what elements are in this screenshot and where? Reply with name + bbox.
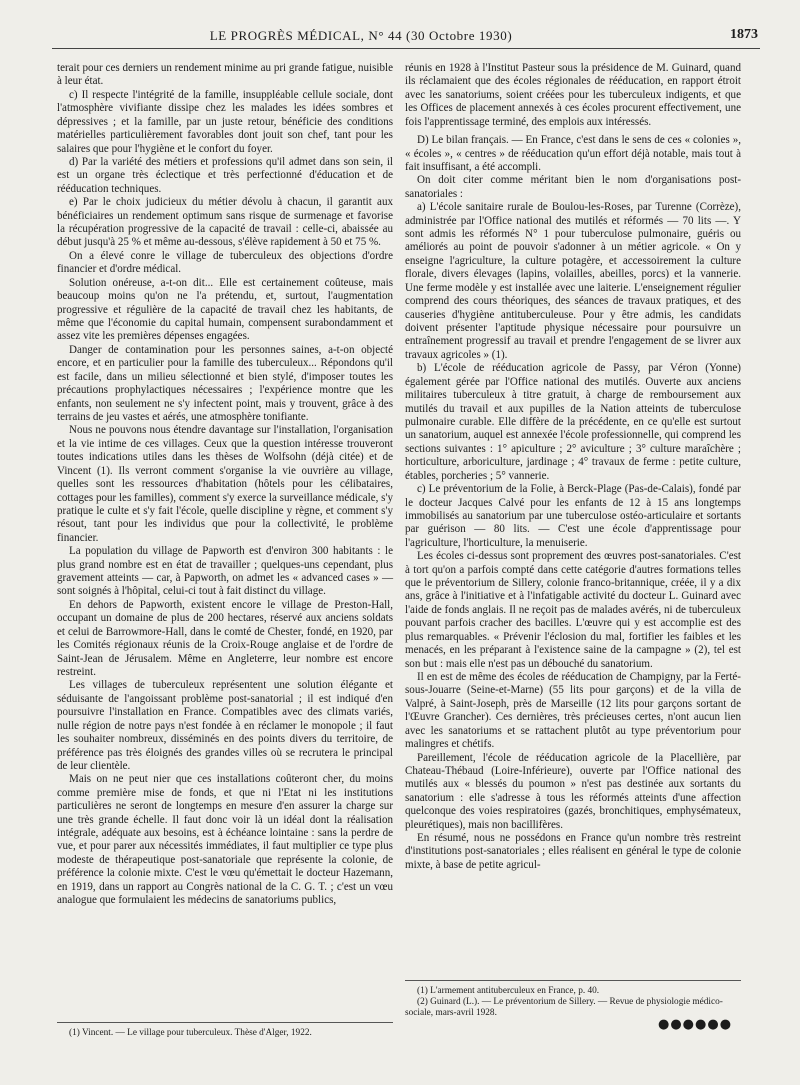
paragraph: Mais on ne peut nier que ces installations coûteront cher, du moins comme première mise de fonds, et que ni l'Etat ni les institutions particulières ne seront de longtemps en mesure d'en assurer la charge sur une très grande échelle. Il faut donc voir là un idéal dont la réalisation intégrale, adéquate aux besoins, est à échéance lointaine : sans la perdre de vue, et pour parer aux nécessités immédiates, il faut multiplier ce type plus modeste de thérapeutique post-sanatoriale que représente la colonie, de préférence la colonie mixte. C'est le vœu qu'émettait le docteur Hazemann, en 1919, dans un rapport au Congrès national de la C. G. T. ; c'est un vœu analogue que formulaient les médecins de sanatoriums publics, xyxy=(57,773,393,907)
paragraph: Pareillement, l'école de rééducation agricole de la Placellière, par Chateau-Thébaud (Loire-Inférieure), ouverte par l'Office national des mutilés aux « blessés du poumon » n'est pas destinée aux sortants du sanatorium : elle s'adresse à tous les réformés atteints d'une affection quelconque des voies respiratoires (gazés, bronchitiques, emphysémateux, pleurétiques), mais non bacillifères. xyxy=(405,751,741,831)
footnote: (2) Guinard (L.). — Le préventorium de Sillery. — Revue de physiologie médico-sociale, mars-avril 1928. xyxy=(405,997,723,1018)
paragraph: En dehors de Papworth, existent encore le village de Preston-Hall, occupant un domaine de plus de 200 hectares, réservé aux anciens soldats et celui de Barrowmore-Hall, dans le comté de Chester, fondé, en 1920, par les Comités régionaux réunis de la Croix-Rouge anglaise et de l'ordre de Saint-Jean de Jérusalem. Même en Angleterre, leur nombre est encore restreint. xyxy=(57,598,393,678)
footnotes-left xyxy=(57,1022,393,1039)
paragraph: e) Par le choix judicieux du métier dévolu à chacun, il garantit aux bénéficiaires un rendement optimum sans risque de surmenage et favorise la récupération progressive de la capacité de travail : celle-ci, abaissée au début jusqu'à 25 % et même au-dessous, s'élève rapidement à 50 et 75 %. xyxy=(57,196,393,249)
paragraph: On a élevé conre le village de tuberculeux des objections d'ordre financier et d'ordre médical. xyxy=(57,249,393,276)
section-paragraph: D) Le bilan français. — En France, c'est dans le sens de ces « colonies », « écoles », « centres » de rééducation qu'un effort déjà notable, mais tout à fait insuffisant, a été accompli. xyxy=(405,134,741,173)
paragraph: c) Le préventorium de la Folie, à Berck-Plage (Pas-de-Calais), fondé par le docteur Jacques Calvé pour les enfants de 12 à 15 ans longtemps immobilisés au sanatorium par une tuberculose ostéo-articulaire et sortants par guérison — 80 lits. — C'est une école d'apprentissage pour l'agriculture, l'horticulture, la menuiserie. xyxy=(405,483,741,549)
paragraph: c) Il respecte l'intégrité de la famille, insuppléable cellule sociale, dont l'atmosphère vivifiante dissipe chez les malades les idées sombres et dépressives ; et la famille, par un juste retour, bénéficie des conditions matérielles particulièrement favorables dont jouit son chef, tant pour les salaires que pour l'hygiène et le confort du foyer. xyxy=(57,88,393,155)
paragraph: Il en est de même des écoles de rééducation de Champigny, par la Ferté-sous-Jouarre (Seine-et-Marne) (55 lits pour garçons) et de la villa de Valpré, à Saint-Joseph, près de Marseille (12 lits pour garçons sortant de l'Œuvre Grancher). Ces dernières, très précieuses certes, n'ont aucun lien avec les sanatoriums et se rattachent plutôt au type préventorium pour malingres et chétifs. xyxy=(405,670,741,751)
paragraph: Nous ne pouvons nous étendre davantage sur l'installation, l'organisation et la vie intime de ces villages. Ceux que la question intéresse trouveront toutes indications utiles dans les thèses de Wolfsohn (déjà citée) et de Vincent (1). Ils verront comment s'organise la vie ouvrière au village, quelles sont les ressources d'habitation (hôtels pour les célibataires, cottages pour les familles), comment s'y exerce la surveillance médicale, s'y pratique le culte et s'y fait l'école, quelle discipline y règne, et comment s'y résout, tant pour les individus que pour la collectivité, le problème financier. xyxy=(57,424,393,544)
paragraph: Les villages de tuberculeux représentent une solution élégante et séduisante de l'angoissant problème post-sanatorial ; il est indiqué d'en poursuivre l'installation en France. Compatibles avec des climats variés, nulle région de notre pays n'est fondée à en réclamer le monopole ; il faut les souhaiter nombreux, disséminés en des points divers du territoire, de préférence pas très éloignés des grandes villes où se recrutera le principal de leur clientèle. xyxy=(57,679,393,772)
paragraph: On doit citer comme méritant bien le nom d'organisations post-sanatoriales : xyxy=(405,174,741,200)
page-header xyxy=(52,26,760,49)
paragraph: Danger de contamination pour les personnes saines, a-t-on objecté encore, et en particulier pour la famille des tuberculeux... Répondons qu'il est facile, dans un milieu sélectionné et bien stylé, d'imposer toutes les précautions prophylactiques nécessaires ; l'expérience montre que les enfants, non seulement ne s'y infectent point, mais y trouvent, grâce à des terrains de jeu vastes et aérés, une atmosphère tonifiante. xyxy=(57,343,393,423)
paragraph: a) L'école sanitaire rurale de Boulou-les-Roses, par Turenne (Corrèze), administrée par l'Office national des mutilés et réformés — 70 lits —. Y sont admis les réformés N° 1 pour tuberculose pulmonaire, guéris ou améliorés au point de pouvoir s'adonner à un métier agricole. « On y enseigne l'agriculture, la culture potagère, et accessoirement la culture florale, divers élevages (lapins, volailles, abeilles, porcs) et la vannerie. Une ferme modèle y est installée avec une laiterie. L'enseignement régulier comprend des cours théoriques, des séances de travaux pratiques, et des causeries d'hygiène antituberculeuse. Pour y être admis, les candidats doivent présenter l'aptitude physique nécessaire pour poursuivre un entraînement progressif au travail et prendre l'engagement de se livrer aux travaux agricoles » (1). xyxy=(405,201,741,361)
page-number: 1873 xyxy=(730,27,758,42)
right-column xyxy=(405,62,741,872)
paragraph: Solution onéreuse, a-t-on dit... Elle est certainement coûteuse, mais beaucoup moins qu'on ne l'a prétendu, et, surtout, l'augmentation progressive et régulière de la capacité de travail chez les habitants, de même que l'économie du capital humain, compensent surabondamment et assez vite les premières dépenses engagées. xyxy=(57,276,393,343)
paragraph: terait pour ces derniers un rendement minime au pri grande fatigue, nuisible à leur état. xyxy=(57,62,393,88)
paragraph: La population du village de Papworth est d'environ 300 habitants : le plus grand nombre est en état de travailler ; quelques-uns cependant, plus gravement atteints — car, à Papworth, on admet les « advanced cases » — sont soignés à l'hôpital, celui-ci tout à fait distinct du village. xyxy=(57,545,393,598)
running-title: LE PROGRÈS MÉDICAL, N° 44 (30 Octobre 1930) xyxy=(209,28,513,43)
ornament-dots: ●●●●●● xyxy=(658,1017,733,1032)
paragraph: réunis en 1928 à l'Institut Pasteur sous la présidence de M. Guinard, quand ils réclamaient que des écoles régionales de rééducation, en rapport étroit avec les sanatoriums, soient créées pour les tuberculeux indigents, et que les Offices de placement annexés à ces écoles procurent effectivement, une fois l'apprentissage terminé, des emplois aux intéressés. xyxy=(405,62,741,128)
footnote: (1) L'armement antituberculeux en France, p. 40. xyxy=(417,986,600,996)
paragraph: b) L'école de rééducation agricole de Passy, par Véron (Yonne) également gérée par l'Office national des mutilés. Ouverte aux anciens militaires tuberculeux à titre gratuit, à charge de remboursement aux mutilés du travail et aux pupilles de la Nation atteints de tuberculose pulmonaire curable. Elle diffère de la précédente, en ce qu'elle est surtout un sanatorium, auquel est annexée l'école professionnelle, qui comprend les sections suivantes : 1° apiculture ; 2° aviculture ; 3° culture maraîchère ; horticulture, arboriculture, jardinage ; 4° travaux de ferme : petite culture, étables, porcheries ; 5° vannerie. xyxy=(405,362,741,482)
paragraph: En résumé, nous ne possédons en France qu'un nombre très restreint d'institutions post-sanatoriales ; elles réalisent en général le type de colonie mixte, à base de petite agricul- xyxy=(405,832,741,871)
paragraph: d) Par la variété des métiers et professions qu'il admet dans son sein, il est un organe très éclectique et très perfectionné d'éducation et de rééducation techniques. xyxy=(57,155,393,195)
left-column xyxy=(57,62,393,908)
paragraph: Les écoles ci-dessus sont proprement des œuvres post-sanatoriales. C'est à tort qu'on a parfois compté dans cette catégorie d'autres formations telles que le préventorium de Sillery, colonie franco-britannique, créée, il y a dix ans, grâce à l'initiative et à l'infatigable activité du docteur L. Guinard avec l'aide de fonds anglais. Il ne reçoit pas de malades avérés, ni de tuberculeux pouvant parfois cracher des bacilles. L'œuvre qui y est accomplie est des plus remarquables. « Prévenir l'éclosion du mal, fortifier les faibles et les menacés, en les préparant à l'existence saine de la campagne » (2), tel est son but : mais elle n'est pas un débouché du sanatorium. xyxy=(405,550,741,670)
footnote: (1) Vincent. — Le village pour tuberculeux. Thèse d'Alger, 1922. xyxy=(69,1028,312,1038)
footnotes-right xyxy=(405,980,741,1019)
